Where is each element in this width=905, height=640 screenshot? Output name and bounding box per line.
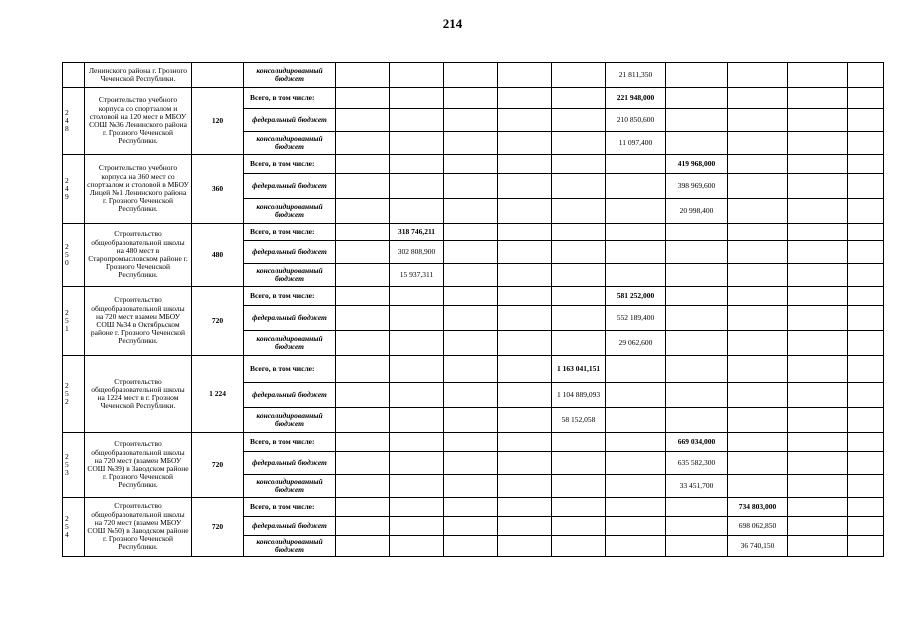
- value-cell: 698 062,850: [728, 517, 788, 536]
- empty-cell: [444, 356, 498, 383]
- empty-cell: [788, 452, 848, 475]
- empty-cell: [788, 109, 848, 132]
- value-cell: 635 582,300: [666, 452, 728, 475]
- value-cell: 15 937,311: [390, 264, 444, 287]
- empty-cell: [552, 155, 606, 174]
- empty-cell: [390, 475, 444, 498]
- empty-cell: [552, 433, 606, 452]
- empty-cell: [498, 224, 552, 241]
- empty-cell: [336, 536, 390, 557]
- budget-label: Всего, в том числе:: [244, 433, 336, 452]
- empty-cell: [848, 63, 884, 88]
- empty-cell: [606, 174, 666, 199]
- empty-cell: [788, 408, 848, 433]
- row-index: 2 5 3: [63, 433, 85, 498]
- empty-cell: [666, 88, 728, 109]
- empty-cell: [848, 155, 884, 174]
- empty-cell: [606, 155, 666, 174]
- empty-cell: [728, 287, 788, 306]
- empty-cell: [390, 356, 444, 383]
- empty-cell: [498, 408, 552, 433]
- empty-cell: [666, 63, 728, 88]
- empty-cell: [552, 452, 606, 475]
- value-cell: 552 189,400: [606, 306, 666, 331]
- empty-cell: [498, 132, 552, 155]
- empty-cell: [498, 63, 552, 88]
- empty-cell: [606, 517, 666, 536]
- row-index: 2 5 2: [63, 356, 85, 433]
- empty-cell: [788, 155, 848, 174]
- empty-cell: [606, 536, 666, 557]
- budget-label: федеральный бюджет: [244, 517, 336, 536]
- empty-cell: [606, 199, 666, 224]
- project-name: Ленинского района г. Грозного Чеченской Республики.: [85, 63, 192, 88]
- empty-cell: [788, 224, 848, 241]
- empty-cell: [336, 517, 390, 536]
- empty-cell: [444, 536, 498, 557]
- table-row: [63, 287, 884, 306]
- empty-cell: [552, 475, 606, 498]
- empty-cell: [390, 287, 444, 306]
- empty-cell: [666, 517, 728, 536]
- budget-label: консолидированный бюджет: [244, 331, 336, 356]
- empty-cell: [788, 264, 848, 287]
- empty-cell: [848, 433, 884, 452]
- row-index: 2 5 4: [63, 498, 85, 557]
- budget-label: Всего, в том числе:: [244, 88, 336, 109]
- empty-cell: [498, 241, 552, 264]
- empty-cell: [788, 536, 848, 557]
- value-cell: 29 062,600: [606, 331, 666, 356]
- empty-cell: [336, 155, 390, 174]
- empty-cell: [498, 199, 552, 224]
- budget-label: консолидированный бюджет: [244, 132, 336, 155]
- empty-cell: [728, 356, 788, 383]
- empty-cell: [728, 174, 788, 199]
- empty-cell: [498, 475, 552, 498]
- project-name: Строительство общеобразовательной школы на 480 мест в Старопромысловском районе г. Грозного Чеченской Республики.: [85, 224, 192, 287]
- empty-cell: [788, 241, 848, 264]
- empty-cell: [728, 224, 788, 241]
- budget-label: Всего, в том числе:: [244, 287, 336, 306]
- budget-label: федеральный бюджет: [244, 109, 336, 132]
- empty-cell: [666, 498, 728, 517]
- empty-cell: [444, 452, 498, 475]
- empty-cell: [336, 452, 390, 475]
- empty-cell: [552, 536, 606, 557]
- empty-cell: [728, 408, 788, 433]
- empty-cell: [606, 452, 666, 475]
- value-cell: 33 451,700: [666, 475, 728, 498]
- empty-cell: [390, 109, 444, 132]
- empty-cell: [336, 306, 390, 331]
- empty-cell: [444, 433, 498, 452]
- budget-label: консолидированный бюджет: [244, 475, 336, 498]
- empty-cell: [728, 475, 788, 498]
- empty-cell: [728, 109, 788, 132]
- project-name: Строительство общеобразовательной школы на 720 мест (взамен МБОУ СОШ №50) в Заводском районе г. Грозного Чеченской Республики.: [85, 498, 192, 557]
- empty-cell: [444, 63, 498, 88]
- empty-cell: [390, 517, 444, 536]
- empty-cell: [848, 536, 884, 557]
- value-cell: 20 998,400: [666, 199, 728, 224]
- empty-cell: [552, 331, 606, 356]
- empty-cell: [606, 241, 666, 264]
- empty-cell: [498, 264, 552, 287]
- empty-cell: [788, 132, 848, 155]
- capacity-cell: 720: [192, 498, 244, 557]
- value-cell: 419 968,000: [666, 155, 728, 174]
- empty-cell: [498, 517, 552, 536]
- empty-cell: [788, 517, 848, 536]
- empty-cell: [336, 224, 390, 241]
- empty-cell: [336, 132, 390, 155]
- value-cell: 581 252,000: [606, 287, 666, 306]
- empty-cell: [788, 433, 848, 452]
- empty-cell: [390, 452, 444, 475]
- empty-cell: [606, 498, 666, 517]
- empty-cell: [552, 306, 606, 331]
- empty-cell: [848, 475, 884, 498]
- budget-label: Всего, в том числе:: [244, 155, 336, 174]
- empty-cell: [390, 88, 444, 109]
- value-cell: 1 163 041,151: [552, 356, 606, 383]
- value-cell: 58 152,058: [552, 408, 606, 433]
- empty-cell: [848, 199, 884, 224]
- budget-label: федеральный бюджет: [244, 174, 336, 199]
- empty-cell: [552, 88, 606, 109]
- budget-table: [62, 62, 884, 557]
- empty-cell: [390, 155, 444, 174]
- empty-cell: [788, 383, 848, 408]
- empty-cell: [498, 433, 552, 452]
- empty-cell: [444, 475, 498, 498]
- row-index: 2 5 1: [63, 287, 85, 356]
- empty-cell: [728, 306, 788, 331]
- empty-cell: [390, 498, 444, 517]
- empty-cell: [336, 264, 390, 287]
- empty-cell: [788, 356, 848, 383]
- empty-cell: [728, 155, 788, 174]
- empty-cell: [552, 517, 606, 536]
- empty-cell: [444, 132, 498, 155]
- empty-cell: [444, 174, 498, 199]
- empty-cell: [390, 174, 444, 199]
- empty-cell: [498, 287, 552, 306]
- table-row: [63, 433, 884, 452]
- budget-label: федеральный бюджет: [244, 241, 336, 264]
- empty-cell: [848, 517, 884, 536]
- empty-cell: [666, 408, 728, 433]
- empty-cell: [444, 199, 498, 224]
- empty-cell: [848, 241, 884, 264]
- capacity-cell: 120: [192, 88, 244, 155]
- empty-cell: [728, 452, 788, 475]
- row-index: 2 5 0: [63, 224, 85, 287]
- table-row: [63, 224, 884, 241]
- empty-cell: [444, 155, 498, 174]
- empty-cell: [444, 517, 498, 536]
- budget-label: консолидированный бюджет: [244, 199, 336, 224]
- empty-cell: [606, 356, 666, 383]
- empty-cell: [498, 452, 552, 475]
- empty-cell: [336, 408, 390, 433]
- empty-cell: [552, 132, 606, 155]
- row-index: [63, 63, 85, 88]
- budget-label: федеральный бюджет: [244, 452, 336, 475]
- empty-cell: [848, 88, 884, 109]
- empty-cell: [788, 498, 848, 517]
- empty-cell: [390, 199, 444, 224]
- empty-cell: [666, 241, 728, 264]
- empty-cell: [390, 306, 444, 331]
- value-cell: 398 969,600: [666, 174, 728, 199]
- value-cell: 210 850,600: [606, 109, 666, 132]
- project-name: Строительство общеобразовательной школы на 720 мест взамен МБОУ СОШ №34 в Октябрьском районе г. Грозного Чеченской Республики.: [85, 287, 192, 356]
- empty-cell: [552, 241, 606, 264]
- capacity-cell: 360: [192, 155, 244, 224]
- empty-cell: [390, 433, 444, 452]
- empty-cell: [848, 306, 884, 331]
- value-cell: 669 034,000: [666, 433, 728, 452]
- table-row: [63, 498, 884, 517]
- empty-cell: [444, 383, 498, 408]
- empty-cell: [606, 224, 666, 241]
- row-index: 2 4 9: [63, 155, 85, 224]
- empty-cell: [848, 383, 884, 408]
- empty-cell: [498, 155, 552, 174]
- empty-cell: [728, 63, 788, 88]
- empty-cell: [336, 174, 390, 199]
- empty-cell: [788, 88, 848, 109]
- project-name: Строительство общеобразовательной школы на 720 мест (взамен МБОУ СОШ №39) в Заводском районе г. Грозного Чеченской Республики.: [85, 433, 192, 498]
- empty-cell: [444, 408, 498, 433]
- empty-cell: [666, 264, 728, 287]
- empty-cell: [666, 224, 728, 241]
- empty-cell: [336, 383, 390, 408]
- empty-cell: [788, 475, 848, 498]
- capacity-cell: 720: [192, 287, 244, 356]
- budget-label: федеральный бюджет: [244, 383, 336, 408]
- empty-cell: [498, 356, 552, 383]
- empty-cell: [848, 408, 884, 433]
- budget-label: консолидированный бюджет: [244, 408, 336, 433]
- empty-cell: [728, 433, 788, 452]
- empty-cell: [788, 287, 848, 306]
- budget-label: консолидированный бюджет: [244, 63, 336, 88]
- empty-cell: [552, 287, 606, 306]
- empty-cell: [336, 63, 390, 88]
- capacity-cell: [192, 63, 244, 88]
- empty-cell: [336, 475, 390, 498]
- empty-cell: [666, 536, 728, 557]
- empty-cell: [336, 498, 390, 517]
- empty-cell: [848, 498, 884, 517]
- empty-cell: [390, 536, 444, 557]
- value-cell: 1 104 889,093: [552, 383, 606, 408]
- empty-cell: [552, 224, 606, 241]
- empty-cell: [336, 199, 390, 224]
- empty-cell: [666, 287, 728, 306]
- value-cell: 21 811,350: [606, 63, 666, 88]
- empty-cell: [666, 109, 728, 132]
- empty-cell: [498, 88, 552, 109]
- empty-cell: [666, 306, 728, 331]
- empty-cell: [728, 88, 788, 109]
- empty-cell: [728, 383, 788, 408]
- empty-cell: [848, 174, 884, 199]
- empty-cell: [444, 224, 498, 241]
- table-row: [63, 155, 884, 174]
- project-name: Строительство учебного корпуса на 360 мест со спортзалом и столовой в МБОУ Лицей №1 Ленинского района г. Грозного Чеченской Республики.: [85, 155, 192, 224]
- empty-cell: [336, 88, 390, 109]
- empty-cell: [848, 224, 884, 241]
- value-cell: 11 097,400: [606, 132, 666, 155]
- empty-cell: [788, 306, 848, 331]
- empty-cell: [728, 264, 788, 287]
- page-number: 214: [442, 16, 463, 31]
- empty-cell: [444, 498, 498, 517]
- empty-cell: [848, 452, 884, 475]
- budget-label: консолидированный бюджет: [244, 536, 336, 557]
- budget-label: Всего, в том числе:: [244, 224, 336, 241]
- empty-cell: [666, 331, 728, 356]
- table-row: [63, 356, 884, 383]
- capacity-cell: 720: [192, 433, 244, 498]
- empty-cell: [606, 433, 666, 452]
- empty-cell: [606, 408, 666, 433]
- empty-cell: [728, 132, 788, 155]
- empty-cell: [788, 63, 848, 88]
- budget-label: федеральный бюджет: [244, 306, 336, 331]
- empty-cell: [552, 63, 606, 88]
- empty-cell: [552, 109, 606, 132]
- empty-cell: [788, 174, 848, 199]
- empty-cell: [444, 306, 498, 331]
- empty-cell: [336, 109, 390, 132]
- value-cell: 318 746,211: [390, 224, 444, 241]
- empty-cell: [848, 331, 884, 356]
- empty-cell: [552, 199, 606, 224]
- empty-cell: [666, 383, 728, 408]
- capacity-cell: 480: [192, 224, 244, 287]
- empty-cell: [444, 88, 498, 109]
- empty-cell: [728, 331, 788, 356]
- empty-cell: [552, 174, 606, 199]
- empty-cell: [498, 383, 552, 408]
- empty-cell: [848, 356, 884, 383]
- empty-cell: [336, 433, 390, 452]
- empty-cell: [606, 475, 666, 498]
- budget-label: Всего, в том числе:: [244, 498, 336, 517]
- empty-cell: [848, 264, 884, 287]
- empty-cell: [498, 498, 552, 517]
- value-cell: 302 808,900: [390, 241, 444, 264]
- empty-cell: [728, 199, 788, 224]
- empty-cell: [444, 264, 498, 287]
- table-row: [63, 88, 884, 109]
- table-row: [63, 63, 884, 88]
- empty-cell: [444, 331, 498, 356]
- project-name: Строительство общеобразовательной школы на 1224 мест в г. Грозном Чеченской Республики.: [85, 356, 192, 433]
- empty-cell: [336, 356, 390, 383]
- empty-cell: [336, 241, 390, 264]
- empty-cell: [552, 498, 606, 517]
- empty-cell: [788, 199, 848, 224]
- empty-cell: [336, 331, 390, 356]
- empty-cell: [498, 536, 552, 557]
- empty-cell: [666, 132, 728, 155]
- empty-cell: [848, 109, 884, 132]
- empty-cell: [390, 132, 444, 155]
- empty-cell: [444, 109, 498, 132]
- capacity-cell: 1 224: [192, 356, 244, 433]
- budget-label: консолидированный бюджет: [244, 264, 336, 287]
- empty-cell: [498, 306, 552, 331]
- table-body: [63, 63, 884, 557]
- empty-cell: [552, 264, 606, 287]
- project-name: Строительство учебного корпуса со спортзалом и столовой на 120 мест в МБОУ СОШ №36 Ленинского района г. Грозного Чеченской Республики.: [85, 88, 192, 155]
- empty-cell: [848, 287, 884, 306]
- empty-cell: [788, 331, 848, 356]
- empty-cell: [606, 264, 666, 287]
- empty-cell: [390, 63, 444, 88]
- value-cell: 734 803,000: [728, 498, 788, 517]
- empty-cell: [390, 383, 444, 408]
- empty-cell: [336, 287, 390, 306]
- empty-cell: [606, 383, 666, 408]
- empty-cell: [498, 331, 552, 356]
- value-cell: 36 740,150: [728, 536, 788, 557]
- empty-cell: [444, 241, 498, 264]
- value-cell: 221 948,000: [606, 88, 666, 109]
- budget-label: Всего, в том числе:: [244, 356, 336, 383]
- empty-cell: [390, 408, 444, 433]
- empty-cell: [848, 132, 884, 155]
- row-index: 2 4 8: [63, 88, 85, 155]
- empty-cell: [498, 174, 552, 199]
- empty-cell: [444, 287, 498, 306]
- empty-cell: [498, 109, 552, 132]
- empty-cell: [666, 356, 728, 383]
- empty-cell: [728, 241, 788, 264]
- empty-cell: [390, 331, 444, 356]
